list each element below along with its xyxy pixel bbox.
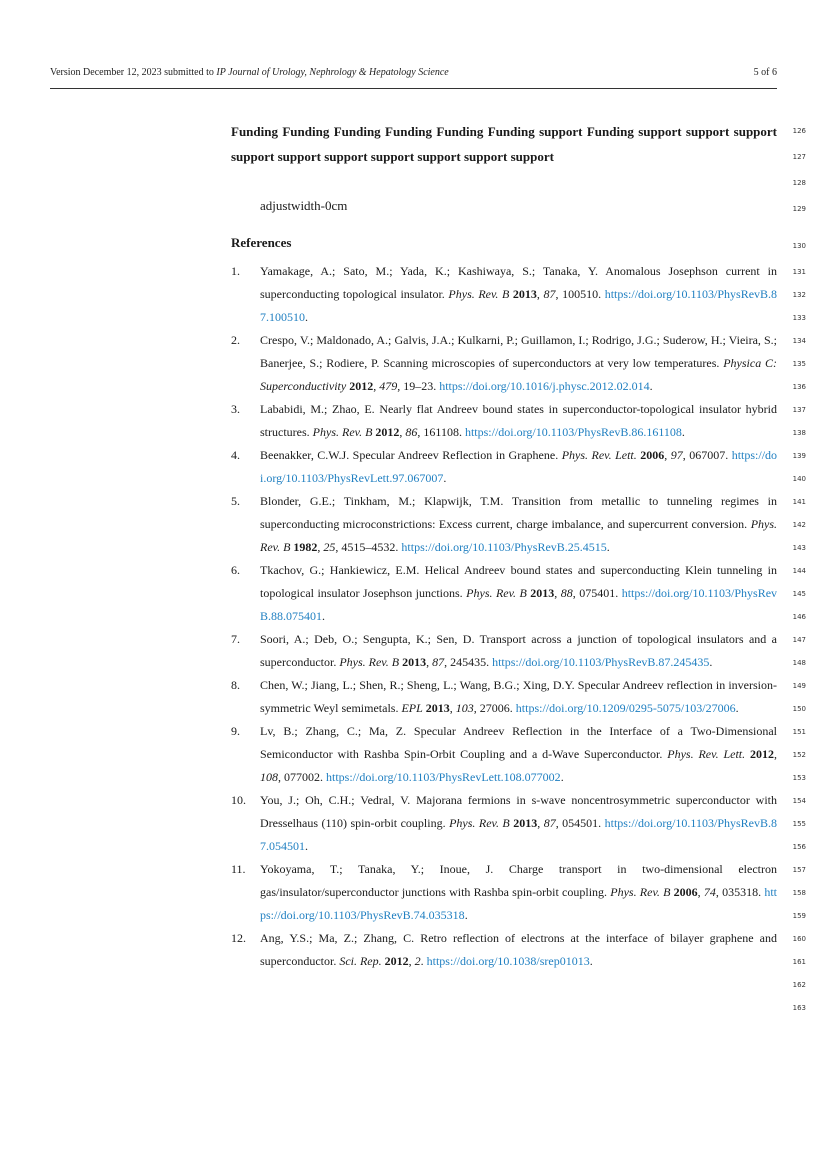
reference-journal: Phys. Rev. B	[610, 884, 671, 899]
reference-doi-link[interactable]: https://doi.org/10.1103/PhysRevB.87.054501	[260, 815, 777, 853]
line-number: 141	[792, 498, 806, 506]
line-number: 131	[792, 268, 806, 276]
reference-item: 6. Tkachov, G.; Hankiewicz, E.M. Helical Andreev bound states and superconducting Klein tunneling in topological insulator Josephson junctions. Phys. Rev. B 2013, 88, 075401. https://doi.org/10.1103/PhysRevB.88.075401.	[231, 559, 777, 628]
line-number: 160	[792, 935, 806, 943]
reference-authors-title: Lababidi, M.; Zhao, E. Nearly flat Andreev bound states in superconductor-topological insulator hybrid structures.	[260, 401, 777, 439]
line-number: 128	[792, 179, 806, 187]
reference-year: 2006	[673, 884, 698, 899]
reference-authors-title: Yamakage, A.; Sato, M.; Yada, K.; Kashiwaya, S.; Tanaka, Y. Anomalous Josephson current in superconducting topological insulator.	[260, 263, 777, 301]
line-number: 155	[792, 820, 806, 828]
line-number: 163	[792, 1004, 806, 1012]
line-number: 133	[792, 314, 806, 322]
reference-pages: , 19–23.	[397, 378, 437, 393]
line-number: 146	[792, 613, 806, 621]
reference-journal: Phys. Rev. B	[339, 654, 400, 669]
reference-year: 2006	[640, 447, 665, 462]
line-number: 142	[792, 521, 806, 529]
reference-journal: Phys. Rev. B	[260, 516, 778, 554]
reference-doi-link[interactable]: https://doi.org/10.1038/srep01013	[426, 953, 590, 968]
line-number: 153	[792, 774, 806, 782]
line-number: 154	[792, 797, 806, 805]
reference-number: 4.	[231, 447, 240, 462]
reference-journal: Phys. Rev. B	[449, 815, 510, 830]
reference-volume: 479	[379, 378, 398, 393]
reference-item: 7. Soori, A.; Deb, O.; Sengupta, K.; Sen, D. Transport across a junction of topological insulators and a superconductor. Phys. Rev. B 2013, 87, 245435. https://doi.org/10.1103/PhysRevB.87.245435.	[231, 628, 777, 674]
line-number: 130	[792, 242, 806, 250]
reference-volume: 2	[414, 953, 421, 968]
reference-journal: EPL	[401, 700, 423, 715]
reference-number: 2.	[231, 332, 240, 347]
line-number: 149	[792, 682, 806, 690]
line-number: 159	[792, 912, 806, 920]
line-number: 127	[792, 153, 806, 161]
reference-item: 3. Lababidi, M.; Zhao, E. Nearly flat Andreev bound states in superconductor-topological insulator hybrid structures. Phys. Rev. B 2012, 86, 161108. https://doi.org/10.1103/PhysRevB.86.161108.	[231, 398, 777, 444]
reference-volume: 108	[260, 769, 278, 784]
references-heading: References	[231, 235, 292, 250]
reference-authors-title: Tkachov, G.; Hankiewicz, E.M. Helical Andreev bound states and superconducting Klein tunneling in topological insulator Josephson junctions.	[260, 562, 777, 600]
reference-number: 6.	[231, 562, 240, 577]
reference-number: 1.	[231, 263, 240, 278]
funding-statement: Funding Funding Funding Funding Funding Funding support Funding support support support support support support support support support support	[231, 124, 777, 164]
reference-pages: , 077002.	[278, 769, 323, 784]
reference-year: 2012	[375, 424, 400, 439]
reference-doi-link[interactable]: https://doi.org/10.1103/PhysRevLett.97.067007	[260, 447, 778, 485]
reference-volume: 87	[432, 654, 445, 669]
reference-doi-link[interactable]: https://doi.org/10.1103/PhysRevB.88.075401	[260, 585, 778, 623]
line-number: 140	[792, 475, 806, 483]
reference-journal: Sci. Rep.	[339, 953, 382, 968]
reference-year: 2013	[512, 286, 537, 301]
reference-volume: 88	[560, 585, 573, 600]
reference-authors-title: Lv, B.; Zhang, C.; Ma, Z. Specular Andreev Reflection in the Interface of a Two-Dimensional Semiconductor with Rashba Spin-Orbit Coupling and a d-Wave Superconductor.	[260, 723, 777, 761]
line-number: 137	[792, 406, 806, 414]
reference-volume: 74	[703, 884, 716, 899]
reference-year: 2013	[513, 815, 538, 830]
reference-volume: 97	[670, 447, 683, 462]
line-number: 132	[792, 291, 806, 299]
reference-item: 9. Lv, B.; Zhang, C.; Ma, Z. Specular Andreev Reflection in the Interface of a Two-Dimensional Semiconductor with Rashba Spin-Orbit Coupling and a d-Wave Superconductor. Phys. Rev. Lett. 2012, 108, 077002. https://doi.org/10.1103/PhysRevLett.108.077002.	[231, 720, 777, 789]
reference-pages: , 100510.	[555, 286, 602, 301]
line-number: 139	[792, 452, 806, 460]
reference-year: 2012	[384, 953, 409, 968]
reference-journal: Physica C: Superconductivity	[260, 355, 777, 393]
reference-item: 5. Blonder, G.E.; Tinkham, M.; Klapwijk, T.M. Transition from metallic to tunneling regimes in superconducting microconstrictions: Excess current, charge imbalance, and supercurrent conversion. Phys. Rev. B 1982, 25, 4515–4532. https://doi.org/10.1103/PhysRevB.25.4515.	[231, 490, 777, 559]
version-line	[50, 67, 449, 78]
reference-volume: 87	[543, 815, 556, 830]
reference-item: 2. Crespo, V.; Maldonado, A.; Galvis, J.A.; Kulkarni, P.; Guillamon, I.; Rodrigo, J.G.; Suderow, H.; Vieira, S.; Banerjee, S.; Rodiere, P. Scanning microscopies of superconductors at very low temperatures. Physica C: Superconductivity 2012, 479, 19–23. https://doi.org/10.1016/j.physc.2012.02.014.	[231, 329, 777, 398]
line-number: 157	[792, 866, 806, 874]
reference-year: 2012	[349, 378, 374, 393]
reference-authors-title: Blonder, G.E.; Tinkham, M.; Klapwijk, T.M. Transition from metallic to tunneling regimes in superconducting microconstrictions: Excess current, charge imbalance, and supercurrent conversion.	[260, 493, 777, 531]
reference-doi-link[interactable]: https://doi.org/10.1016/j.physc.2012.02.014	[439, 378, 650, 393]
reference-number: 7.	[231, 631, 240, 646]
line-number: 151	[792, 728, 806, 736]
line-number: 144	[792, 567, 806, 575]
reference-item: 1. Yamakage, A.; Sato, M.; Yada, K.; Kashiwaya, S.; Tanaka, Y. Anomalous Josephson current in superconducting topological insulator. Phys. Rev. B 2013, 87, 100510. https://doi.org/10.1103/PhysRevB.87.100510.	[231, 260, 777, 329]
reference-authors-title: You, J.; Oh, C.H.; Vedral, V. Majorana fermions in s-wave noncentrosymmetric superconductor with Dresselhaus (110) spin-orbit coupling.	[260, 792, 777, 830]
reference-number: 12.	[231, 930, 246, 945]
line-number: 148	[792, 659, 806, 667]
reference-volume: 87	[543, 286, 556, 301]
reference-year: 2013	[425, 700, 450, 715]
reference-year: 1982	[293, 539, 318, 554]
reference-doi-link[interactable]: https://doi.org/10.1103/PhysRevB.87.245435	[492, 654, 710, 669]
journal-name: IP Journal of Urology, Nephrology & Hepatology Science	[216, 67, 449, 78]
reference-doi-link[interactable]: https://doi.org/10.1209/0295-5075/103/27006	[515, 700, 736, 715]
line-number: 162	[792, 981, 806, 989]
line-number: 156	[792, 843, 806, 851]
version-prefix: Version December 12, 2023 submitted to	[50, 67, 217, 78]
reference-doi-link[interactable]: https://doi.org/10.1103/PhysRevB.25.4515	[401, 539, 607, 554]
reference-item: 11. Yokoyama, T.; Tanaka, Y.; Inoue, J. Charge transport in two-dimensional electron gas/insulator/superconductor junctions with Rashba spin-orbit coupling. Phys. Rev. B 2006, 74, 035318. https://doi.org/10.1103/PhysRevB.74.035318.	[231, 858, 777, 927]
reference-number: 3.	[231, 401, 240, 416]
line-number: 126	[792, 127, 806, 135]
line-number: 150	[792, 705, 806, 713]
reference-item: 8. Chen, W.; Jiang, L.; Shen, R.; Sheng, L.; Wang, B.G.; Xing, D.Y. Specular Andreev reflection in inversion-symmetric Weyl semimetals. EPL 2013, 103, 27006. https://doi.org/10.1209/0295-5075/103/27006.	[231, 674, 777, 720]
reference-pages: , 161108.	[417, 424, 462, 439]
reference-item: 4. Beenakker, C.W.J. Specular Andreev Reflection in Graphene. Phys. Rev. Lett. 2006, 97, 067007. https://doi.org/10.1103/PhysRevLett.97.067007.	[231, 444, 777, 490]
reference-pages: , 4515–4532.	[335, 539, 399, 554]
page-number: 5 of 6	[753, 67, 777, 78]
reference-pages: , 035318.	[715, 884, 762, 899]
reference-year: 2012	[750, 746, 775, 761]
reference-item: 10. You, J.; Oh, C.H.; Vedral, V. Majorana fermions in s-wave noncentrosymmetric superconductor with Dresselhaus (110) spin-orbit coupling. Phys. Rev. B 2013, 87, 054501. https://doi.org/10.1103/PhysRevB.87.054501.	[231, 789, 777, 858]
line-number: 135	[792, 360, 806, 368]
reference-journal: Phys. Rev. B	[312, 424, 373, 439]
reference-pages: , 27006.	[473, 700, 513, 715]
reference-pages: , 245435.	[444, 654, 490, 669]
reference-authors-title: Ang, Y.S.; Ma, Z.; Zhang, C. Retro reflection of electrons at the interface of bilayer graphene and superconductor.	[260, 930, 777, 968]
reference-authors-title: Soori, A.; Deb, O.; Sengupta, K.; Sen, D. Transport across a junction of topological insulators and a superconductor.	[260, 631, 777, 669]
reference-pages: .	[420, 953, 424, 968]
reference-journal: Phys. Rev. Lett.	[561, 447, 637, 462]
reference-volume: 103	[455, 700, 474, 715]
reference-authors-title: Beenakker, C.W.J. Specular Andreev Reflection in Graphene.	[260, 447, 559, 462]
reference-number: 9.	[231, 723, 240, 738]
reference-journal: Phys. Rev. B	[448, 286, 510, 301]
reference-number: 8.	[231, 677, 240, 692]
reference-authors-title: Chen, W.; Jiang, L.; Shen, R.; Sheng, L.; Wang, B.G.; Xing, D.Y. Specular Andreev reflection in inversion-symmetric Weyl semimetals.	[260, 677, 777, 715]
reference-pages: , 075401.	[572, 585, 619, 600]
reference-pages: , 067007.	[682, 447, 729, 462]
reference-number: 5.	[231, 493, 240, 508]
reference-doi-link[interactable]: https://doi.org/10.1103/PhysRevLett.108.077002	[326, 769, 561, 784]
reference-authors-title: Yokoyama, T.; Tanaka, Y.; Inoue, J. Charge transport in two-dimensional electron gas/insulator/superconductor junctions with Rashba spin-orbit coupling.	[260, 861, 777, 899]
reference-doi-link[interactable]: https://doi.org/10.1103/PhysRevB.87.100510	[260, 286, 778, 324]
reference-number: 11.	[231, 861, 246, 876]
references-list	[231, 260, 777, 973]
line-number: 136	[792, 383, 806, 391]
reference-authors-title: Crespo, V.; Maldonado, A.; Galvis, J.A.; Kulkarni, P.; Guillamon, I.; Rodrigo, J.G.; Suderow, H.; Vieira, S.; Banerjee, S.; Rodiere, P. Scanning microscopies of superconductors at very low temperatures.	[260, 332, 777, 370]
reference-year: 2013	[530, 585, 555, 600]
line-number: 158	[792, 889, 806, 897]
line-number: 145	[792, 590, 806, 598]
reference-journal: Phys. Rev. B	[466, 585, 527, 600]
line-number: 152	[792, 751, 806, 759]
reference-year: 2013	[402, 654, 427, 669]
reference-pages: , 054501.	[555, 815, 602, 830]
reference-doi-link[interactable]: https://doi.org/10.1103/PhysRevB.74.035318	[260, 884, 777, 922]
line-number: 134	[792, 337, 806, 345]
line-number: 129	[792, 205, 806, 213]
reference-item: 12. Ang, Y.S.; Ma, Z.; Zhang, C. Retro reflection of electrons at the interface of bilayer graphene and superconductor. Sci. Rep. 2012, 2. https://doi.org/10.1038/srep01013.	[231, 927, 777, 973]
line-number: 161	[792, 958, 806, 966]
reference-volume: 86	[405, 424, 418, 439]
adjustwidth-text: adjustwidth-0cm	[260, 198, 348, 213]
reference-number: 10.	[231, 792, 246, 807]
line-number: 143	[792, 544, 806, 552]
reference-doi-link[interactable]: https://doi.org/10.1103/PhysRevB.86.161108	[464, 424, 682, 439]
line-number: 147	[792, 636, 806, 644]
reference-volume: 25	[323, 539, 336, 554]
line-number: 138	[792, 429, 806, 437]
header-rule	[50, 88, 777, 89]
reference-journal: Phys. Rev. Lett.	[667, 746, 746, 761]
